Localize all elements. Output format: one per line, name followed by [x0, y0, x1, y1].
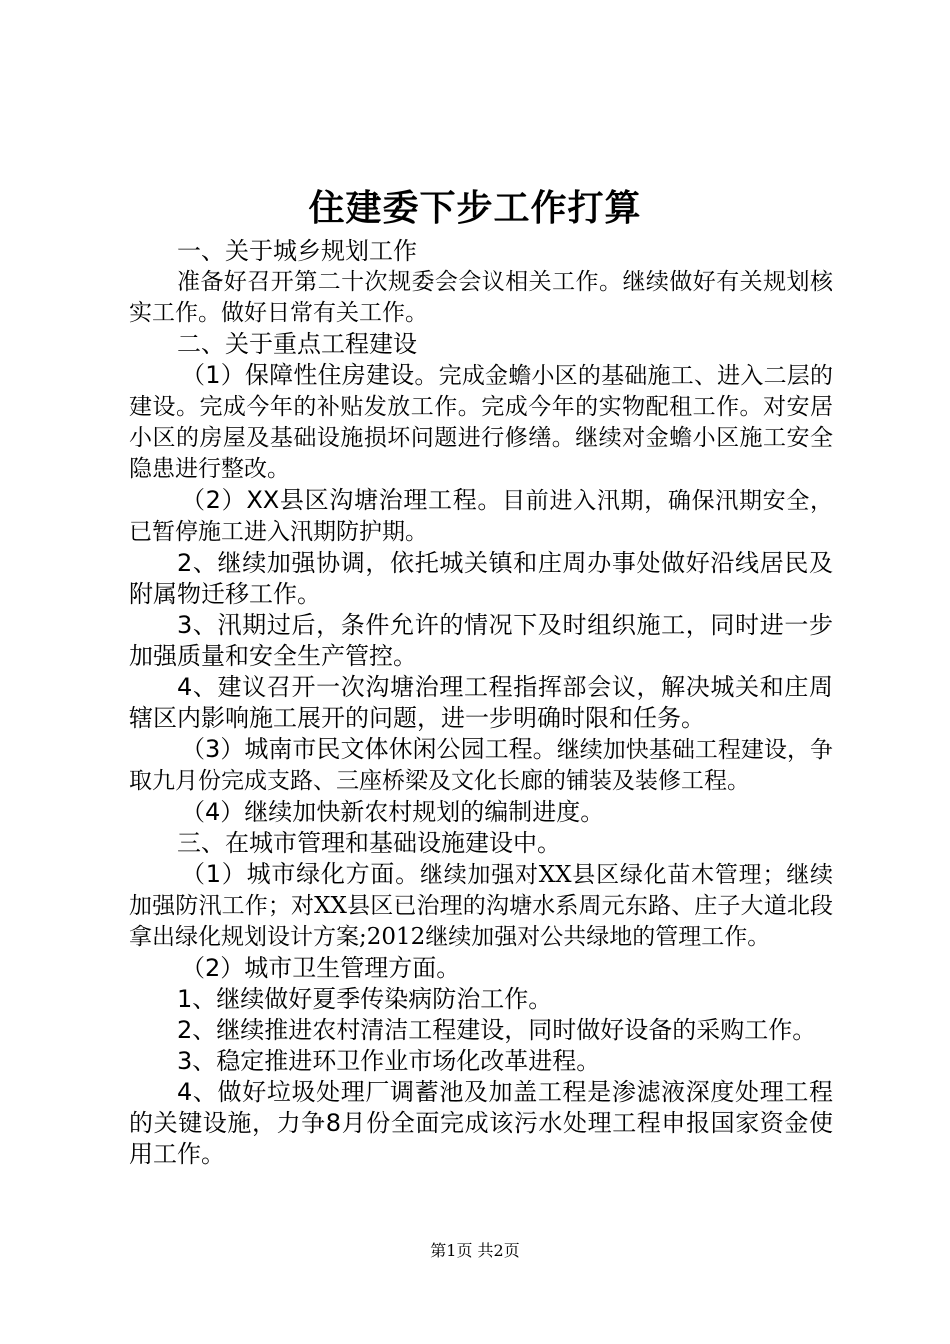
item-lead: （1）保障性住房建设。 [181, 361, 439, 389]
item-text: 继续加强对XX县区绿化苗木管理；继续加强防汛工作；对XX县区已治理的沟塘水系周元东路、庄子大道北段拿出绿化规划设计方案;2012继续加强对公共绿地的管理工作。 [129, 862, 833, 950]
section-2-heading: 二、关于重点工程建设 [177, 330, 417, 358]
section-2-item-3-paragraph [129, 734, 833, 797]
sub-item-3: 3、汛期过后，条件允许的情况下及时组织施工，同时进一步加强质量和安全生产管控。 [129, 611, 833, 670]
section-2-item-4-paragraph: （4）继续加快新农村规划的编制进度。 [181, 798, 605, 826]
document-body [129, 236, 833, 1170]
item-lead: （1）城市绿化方面。 [181, 860, 420, 888]
sanitation-item-2: 2、继续推进农村清洁工程建设，同时做好设备的采购工作。 [177, 1016, 817, 1044]
sub-item-4: 4、建议召开一次沟塘治理工程指挥部会议，解决城关和庄周辖区内影响施工展开的问题，进一步明确时限和任务。 [129, 673, 833, 732]
item-text: 完成金蟾小区的基础施工、进入二层的建设。完成今年的补贴发放工作。完成今年的实物配租工作。对安居小区的房屋及基础设施损坏问题进行修缮。继续对金蟾小区施工安全隐患进行整改。 [129, 363, 833, 482]
item-text: 目前进入汛期，确保汛期安全，已暂停施工进入汛期防护期。 [129, 488, 834, 545]
section-3-item-2-paragraph: （2）城市卫生管理方面。 [181, 954, 461, 982]
page-footer: 第1页 共2页 [430, 1241, 520, 1260]
section-2-item-2-paragraph [129, 485, 833, 548]
item-lead: （2）XX县区沟塘治理工程。 [181, 486, 503, 514]
sanitation-item-4: 4、做好垃圾处理厂调蓄池及加盖工程是渗滤液深度处理工程的关键设施，力争8月份全面完成该污水处理工程申报国家资金使用工作。 [129, 1078, 833, 1168]
sanitation-item-1: 1、继续做好夏季传染病防治工作。 [177, 985, 553, 1013]
sanitation-item-3: 3、稳定推进环卫作业市场化改革进程。 [177, 1047, 601, 1075]
sub-item-2: 2、继续加强协调，依托城关镇和庄周办事处做好沿线居民及附属物迁移工作。 [129, 549, 833, 608]
item-text: 继续加快基础工程建设，争取九月份完成支路、三座桥梁及文化长廊的铺装及装修工程。 [129, 737, 833, 794]
section-3-heading: 三、在城市管理和基础设施建设中。 [177, 829, 561, 857]
section-2-item-1-paragraph [129, 360, 833, 485]
section-1-paragraph: 准备好召开第二十次规委会会议相关工作。继续做好有关规划核实工作。做好日常有关工作。 [129, 269, 833, 326]
section-3-item-1-paragraph [129, 859, 833, 953]
item-lead: （3）城南市民文体休闲公园工程。 [181, 735, 557, 763]
section-1-heading: 一、关于城乡规划工作 [177, 237, 417, 265]
document-title: 住建委下步工作打算 [308, 188, 642, 229]
